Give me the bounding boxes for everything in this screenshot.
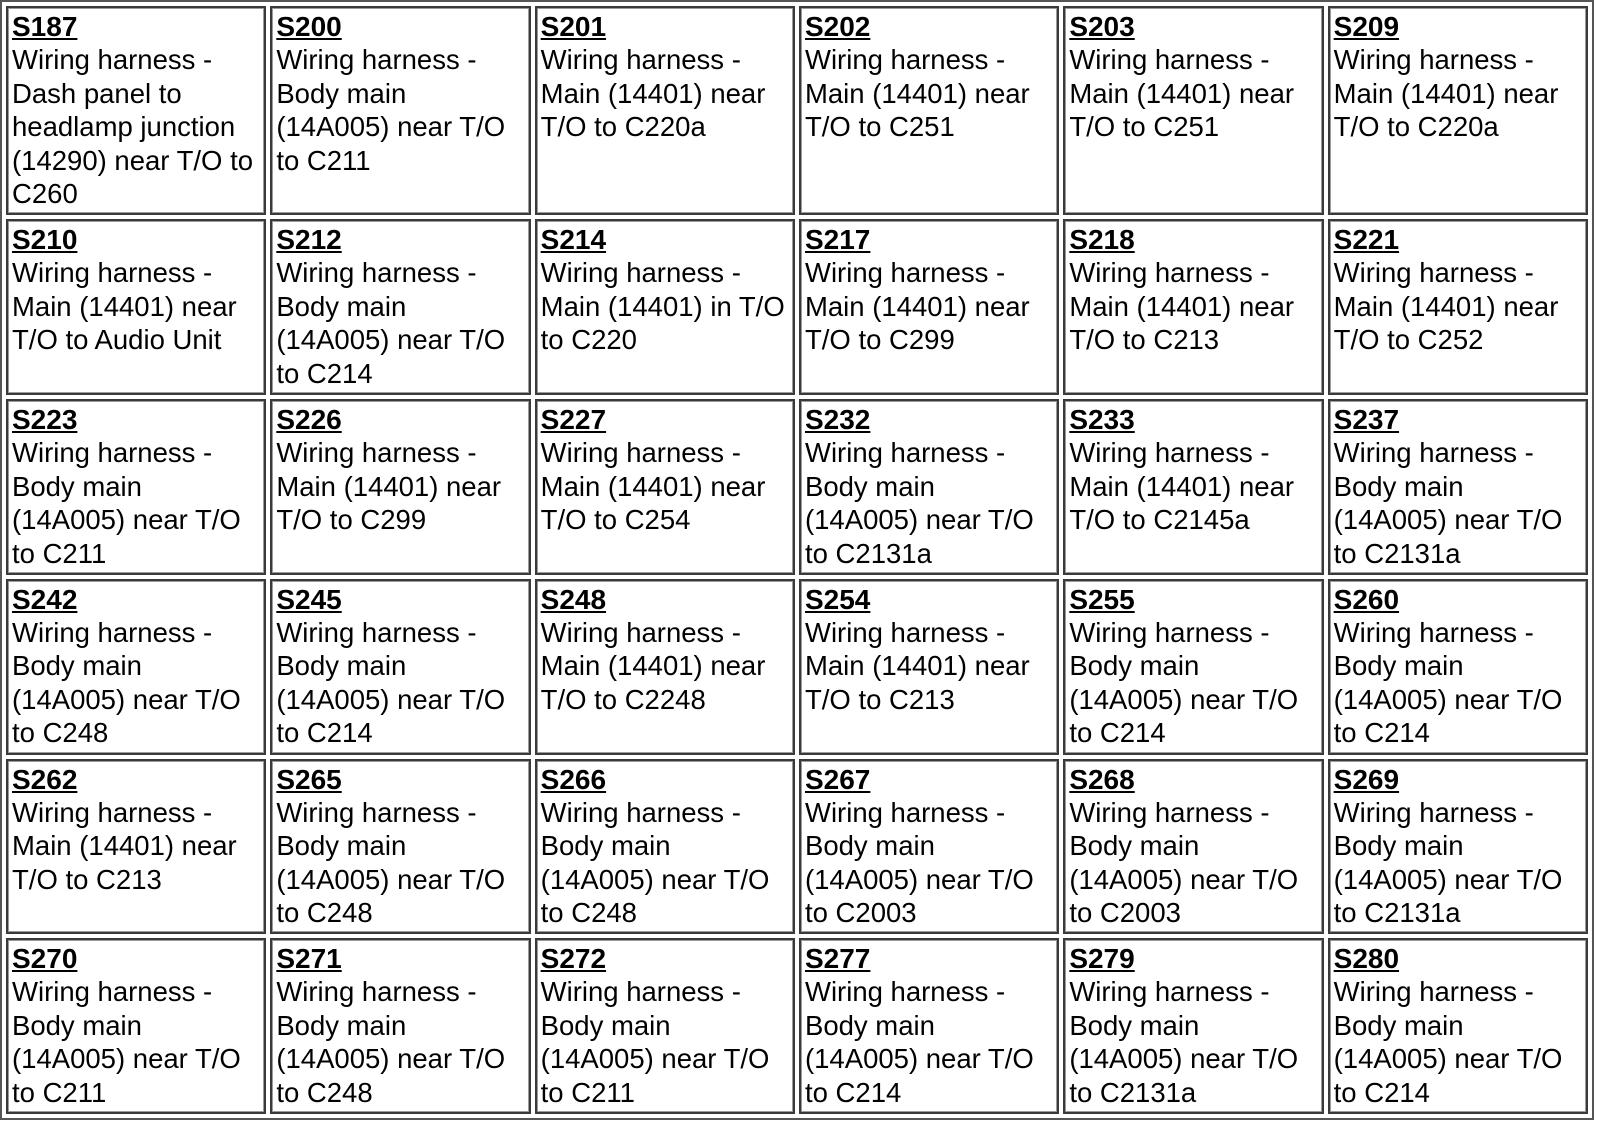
splice-id[interactable]: S269 [1333, 763, 1400, 795]
splice-description: Wiring harness - Main (14401) near T/O to C2145a [1069, 437, 1295, 536]
splice-cell [6, 579, 266, 755]
splice-description: Wiring harness - Body main (14A005) near T/O to C2003 [1069, 796, 1299, 929]
splice-cell [535, 399, 795, 575]
splice-cell [535, 219, 795, 395]
splice-id[interactable]: S268 [1069, 763, 1135, 795]
splice-id[interactable]: S245 [276, 583, 342, 615]
splice-cell [1328, 759, 1588, 935]
splice-description: Wiring harness - Body main (14A005) near T/O to C2131a [804, 437, 1034, 569]
splice-id[interactable]: S248 [540, 583, 607, 615]
splice-id[interactable]: S203 [1069, 11, 1135, 42]
splice-description: Wiring harness - Body main (14A005) near T/O to C214 [1333, 616, 1563, 749]
splice-description: Wiring harness - Main (14401) near T/O to C213 [1069, 257, 1295, 356]
splice-cell [1063, 759, 1323, 935]
splice-table-body [6, 6, 1588, 1114]
splice-description: Wiring harness - Main (14401) near T/O to Audio Unit [12, 257, 237, 356]
splice-description: Wiring harness - Main (14401) near T/O to C220a [1333, 44, 1559, 142]
splice-id[interactable]: S265 [276, 763, 342, 795]
splice-cell [799, 219, 1059, 395]
splice-cell [799, 579, 1059, 755]
splice-description: Wiring harness - Dash panel to headlamp junction (14290) near T/O to C260 [12, 44, 254, 209]
splice-description: Wiring harness - Body main (14A005) near T/O to C214 [276, 257, 506, 389]
splice-id[interactable]: S187 [12, 11, 78, 42]
splice-cell [270, 219, 530, 395]
splice-id[interactable]: S237 [1333, 404, 1400, 436]
splice-description: Wiring harness - Body main (14A005) near T/O to C2131a [1333, 796, 1563, 929]
splice-description: Wiring harness - Main (14401) near T/O to C251 [804, 44, 1030, 142]
splice-id[interactable]: S242 [12, 583, 78, 615]
splice-id[interactable]: S209 [1333, 11, 1400, 42]
splice-id[interactable]: S210 [12, 224, 78, 256]
splice-cell [799, 6, 1059, 215]
splice-id[interactable]: S202 [804, 11, 871, 42]
splice-id[interactable]: S267 [804, 763, 871, 795]
splice-id[interactable]: S226 [276, 404, 342, 436]
splice-id[interactable]: S227 [540, 404, 607, 436]
splice-id[interactable]: S272 [540, 943, 607, 975]
splice-description: Wiring harness - Body main (14A005) near T/O to C2003 [804, 796, 1034, 929]
splice-id[interactable]: S223 [12, 404, 78, 436]
splice-description: Wiring harness - Main (14401) in T/O to C220 [540, 257, 785, 356]
splice-cell [1328, 6, 1588, 215]
table-row [6, 579, 1588, 755]
table-row [6, 759, 1588, 935]
splice-cell [6, 219, 266, 395]
splice-cell [799, 399, 1059, 575]
splice-cell [1328, 938, 1588, 1114]
splice-description: Wiring harness - Body main (14A005) near T/O to C211 [12, 976, 241, 1108]
splice-id[interactable]: S221 [1333, 224, 1400, 256]
splice-description: Wiring harness - Body main (14A005) near T/O to C248 [540, 796, 770, 929]
splice-description: Wiring harness - Main (14401) near T/O to C252 [1333, 257, 1559, 356]
splice-cell [1328, 219, 1588, 395]
splice-description: Wiring harness - Body main (14A005) near T/O to C248 [276, 976, 506, 1108]
splice-cell [1063, 6, 1323, 215]
splice-cell [6, 6, 266, 215]
splice-description: Wiring harness - Body main (14A005) near T/O to C211 [276, 44, 506, 176]
splice-description: Wiring harness - Main (14401) near T/O to C299 [276, 437, 502, 536]
table-row [6, 6, 1588, 215]
splice-cell [1328, 579, 1588, 755]
splice-description: Wiring harness - Body main (14A005) near T/O to C2131a [1069, 976, 1299, 1108]
splice-description: Wiring harness - Main (14401) near T/O to C213 [12, 796, 237, 895]
splice-description: Wiring harness - Body main (14A005) near T/O to C214 [804, 976, 1034, 1108]
splice-description: Wiring harness - Body main (14A005) near T/O to C211 [12, 437, 241, 569]
splice-description: Wiring harness - Body main (14A005) near T/O to C248 [12, 616, 241, 749]
splice-id[interactable]: S233 [1069, 404, 1135, 436]
splice-cell [535, 579, 795, 755]
splice-description: Wiring harness - Body main (14A005) near T/O to C214 [1069, 616, 1299, 749]
splice-cell [535, 759, 795, 935]
splice-cell [270, 399, 530, 575]
splice-description: Wiring harness - Body main (14A005) near T/O to C248 [276, 796, 506, 929]
splice-description: Wiring harness - Body main (14A005) near T/O to C214 [1333, 976, 1563, 1108]
splice-cell [270, 579, 530, 755]
splice-cell [6, 938, 266, 1114]
splice-id[interactable]: S214 [540, 224, 607, 256]
splice-description: Wiring harness - Main (14401) near T/O to C254 [540, 437, 766, 536]
splice-cell [270, 938, 530, 1114]
splice-cell [1063, 938, 1323, 1114]
splice-id[interactable]: S232 [804, 404, 871, 436]
splice-cell [270, 759, 530, 935]
splice-cell [799, 759, 1059, 935]
splice-cell [1063, 219, 1323, 395]
splice-id[interactable]: S255 [1069, 583, 1135, 615]
splice-id[interactable]: S270 [12, 943, 78, 975]
splice-id[interactable]: S200 [276, 11, 342, 42]
splice-cell [1063, 399, 1323, 575]
splice-id[interactable]: S217 [804, 224, 871, 256]
splice-id[interactable]: S279 [1069, 943, 1135, 975]
splice-description: Wiring harness - Body main (14A005) near T/O to C2131a [1333, 437, 1563, 569]
splice-cell [270, 6, 530, 215]
splice-id[interactable]: S266 [540, 763, 607, 795]
splice-cell [535, 938, 795, 1114]
splice-description: Wiring harness - Main (14401) near T/O to C251 [1069, 44, 1295, 142]
splice-id[interactable]: S280 [1333, 943, 1400, 975]
splice-id[interactable]: S260 [1333, 583, 1400, 615]
splice-cell [1063, 579, 1323, 755]
splice-cell [6, 399, 266, 575]
splice-description: Wiring harness - Body main (14A005) near T/O to C211 [540, 976, 770, 1108]
splice-id[interactable]: S262 [12, 763, 78, 795]
splice-id[interactable]: S218 [1069, 224, 1135, 256]
splice-id[interactable]: S277 [804, 943, 871, 975]
splice-description: Wiring harness - Main (14401) near T/O to C220a [540, 44, 766, 142]
splice-description: Wiring harness - Body main (14A005) near T/O to C214 [276, 616, 506, 749]
splice-id[interactable]: S271 [276, 943, 342, 975]
splice-cell [535, 6, 795, 215]
splice-id[interactable]: S212 [276, 224, 342, 256]
splice-id[interactable]: S254 [804, 583, 871, 615]
splice-description: Wiring harness - Main (14401) near T/O to C2248 [540, 616, 766, 715]
table-row [6, 219, 1588, 395]
table-row [6, 399, 1588, 575]
splice-id[interactable]: S201 [540, 11, 607, 42]
splice-description: Wiring harness - Main (14401) near T/O to C299 [804, 257, 1030, 356]
table-row [6, 938, 1588, 1114]
splice-cell [6, 759, 266, 935]
splice-cell [799, 938, 1059, 1114]
splice-cell [1328, 399, 1588, 575]
splice-description: Wiring harness - Main (14401) near T/O to C213 [804, 616, 1030, 715]
